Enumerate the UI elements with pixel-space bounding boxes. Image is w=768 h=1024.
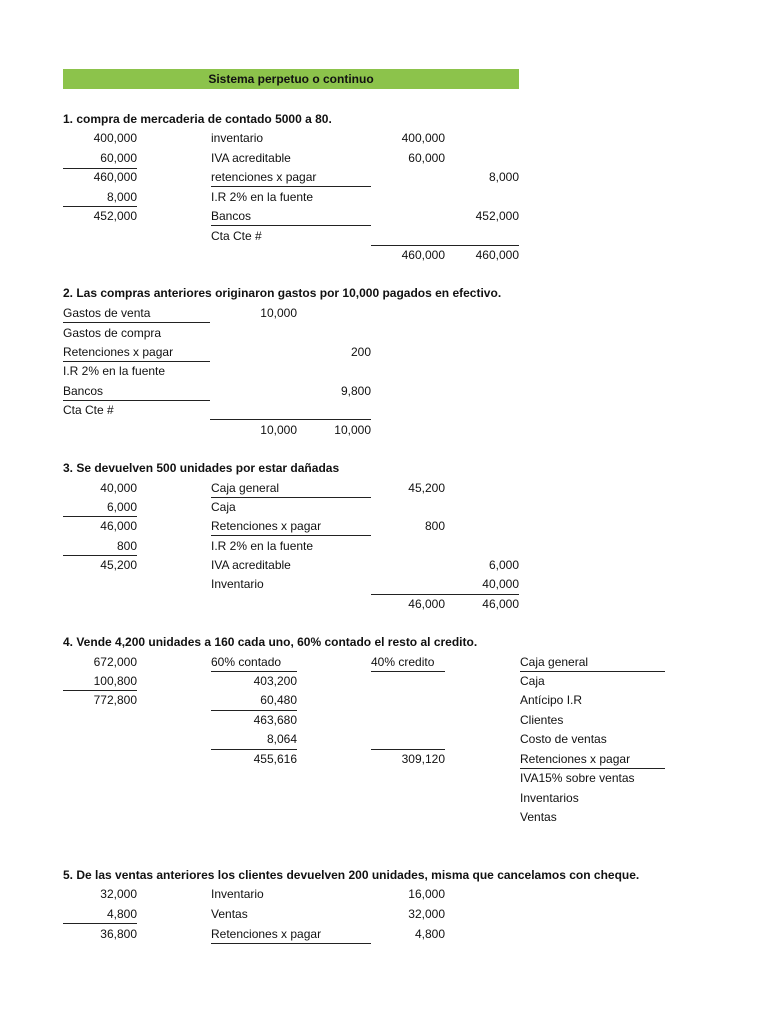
credit-value: 452,000 — [475, 209, 519, 223]
divider — [211, 225, 371, 226]
account-name: Caja general — [520, 655, 589, 669]
account-name: Gastos de compra — [63, 326, 162, 340]
calc-value: 460,000 — [93, 170, 137, 184]
credit-value: 200 — [350, 345, 371, 359]
divider — [211, 186, 371, 187]
account-name: Clientes — [520, 713, 564, 727]
calc-value: 36,800 — [100, 927, 137, 941]
section-2-heading: 2. Las compras anteriores originaron gastos por 10,000 pagados en efectivo. — [63, 286, 502, 300]
debit-value: 400,000 — [401, 131, 445, 145]
divider — [211, 710, 297, 711]
calc-value: 6,000 — [106, 500, 137, 514]
credit-value: 40,000 — [482, 577, 519, 591]
calc-value: 46,000 — [100, 519, 137, 533]
credito-value: 309,120 — [401, 752, 445, 766]
account-name: I.R 2% en la fuente — [63, 364, 166, 378]
divider — [63, 322, 210, 323]
account-name: Gastos de venta — [63, 306, 151, 320]
divider — [210, 419, 371, 420]
account-name: Caja — [520, 674, 545, 688]
account-name: Cta Cte # — [63, 403, 114, 417]
account-name: Bancos — [211, 209, 252, 223]
account-name: inventario — [211, 131, 264, 145]
calc-value: 772,800 — [93, 693, 137, 707]
credit-value: 6,000 — [488, 558, 519, 572]
contado-value: 455,616 — [253, 752, 297, 766]
section-3-heading: 3. Se devuelven 500 unidades por estar dañadas — [63, 461, 340, 475]
debit-value: 60,000 — [408, 151, 445, 165]
contado-value: 403,200 — [253, 674, 297, 688]
account-name: Inventario — [211, 577, 264, 591]
contado-value: 463,680 — [253, 713, 297, 727]
debit-value: 16,000 — [408, 887, 445, 901]
account-name: retenciones x pagar — [211, 170, 317, 184]
account-name: Retenciones x pagar — [211, 927, 322, 941]
account-name: Bancos — [63, 384, 104, 398]
debit-value: 45,200 — [408, 481, 445, 495]
divider — [371, 245, 519, 246]
account-name: Caja — [211, 500, 236, 514]
contado-label: 60% contado — [211, 655, 282, 669]
divider — [371, 671, 445, 672]
account-name: Ventas — [520, 810, 557, 824]
account-name: Costo de ventas — [520, 732, 607, 746]
divider — [63, 923, 137, 924]
calc-value: 40,000 — [100, 481, 137, 495]
divider — [63, 361, 210, 362]
divider — [211, 943, 371, 944]
divider — [211, 671, 297, 672]
divider — [371, 749, 445, 750]
account-name: IVA acreditable — [211, 558, 291, 572]
total-credit: 46,000 — [482, 597, 519, 611]
account-name: Retenciones x pagar — [520, 752, 631, 766]
account-name: Retenciones x pagar — [211, 519, 322, 533]
credit-value: 9,800 — [340, 384, 371, 398]
calc-value: 8,000 — [106, 190, 137, 204]
page-title: Sistema perpetuo o continuo — [208, 72, 374, 86]
divider — [63, 206, 137, 207]
total-debit: 460,000 — [401, 248, 445, 262]
account-name: I.R 2% en la fuente — [211, 190, 314, 204]
contado-value: 8,064 — [266, 732, 297, 746]
calc-value: 32,000 — [100, 887, 137, 901]
account-name: Retenciones x pagar — [63, 345, 174, 359]
account-name: Inventarios — [520, 791, 579, 805]
divider — [63, 516, 137, 517]
total-credit: 460,000 — [475, 248, 519, 262]
account-name: Caja general — [211, 481, 280, 495]
divider — [63, 400, 210, 401]
calc-value: 100,800 — [93, 674, 137, 688]
section-1-heading: 1. compra de mercaderia de contado 5000 a 80. — [63, 112, 332, 126]
total-debit: 10,000 — [260, 423, 297, 437]
calc-value: 45,200 — [100, 558, 137, 572]
divider — [63, 555, 137, 556]
account-name: IVA acreditable — [211, 151, 291, 165]
calc-value: 400,000 — [93, 131, 137, 145]
divider — [211, 749, 297, 750]
debit-value: 4,800 — [414, 927, 445, 941]
calc-value: 800 — [116, 539, 137, 553]
total-credit: 10,000 — [334, 423, 371, 437]
debit-value: 800 — [424, 519, 445, 533]
credito-label: 40% credito — [371, 655, 435, 669]
account-name: Inventario — [211, 887, 264, 901]
credit-value: 8,000 — [488, 170, 519, 184]
divider — [63, 690, 137, 691]
section-4-heading: 4. Vende 4,200 unidades a 160 cada uno, 60% contado el resto al credito. — [63, 635, 478, 649]
account-name: Ventas — [211, 907, 248, 921]
account-name: I.R 2% en la fuente — [211, 539, 314, 553]
contado-value: 60,480 — [260, 693, 297, 707]
total-debit: 46,000 — [408, 597, 445, 611]
account-name: Cta Cte # — [211, 229, 262, 243]
section-5-heading: 5. De las ventas anteriores los clientes devuelven 200 unidades, misma que cancelamos con cheque. — [63, 868, 640, 882]
title-bar — [63, 69, 519, 89]
account-name: IVA15% sobre ventas — [520, 771, 635, 785]
calc-value: 4,800 — [106, 907, 137, 921]
divider — [520, 768, 665, 769]
debit-value: 32,000 — [408, 907, 445, 921]
calc-value: 672,000 — [93, 655, 137, 669]
divider — [211, 535, 371, 536]
divider — [371, 594, 519, 595]
account-name: Antícipo I.R — [520, 693, 583, 707]
calc-value: 452,000 — [93, 209, 137, 223]
debit-value: 10,000 — [260, 306, 297, 320]
divider — [211, 497, 371, 498]
divider — [520, 671, 665, 672]
calc-value: 60,000 — [100, 151, 137, 165]
